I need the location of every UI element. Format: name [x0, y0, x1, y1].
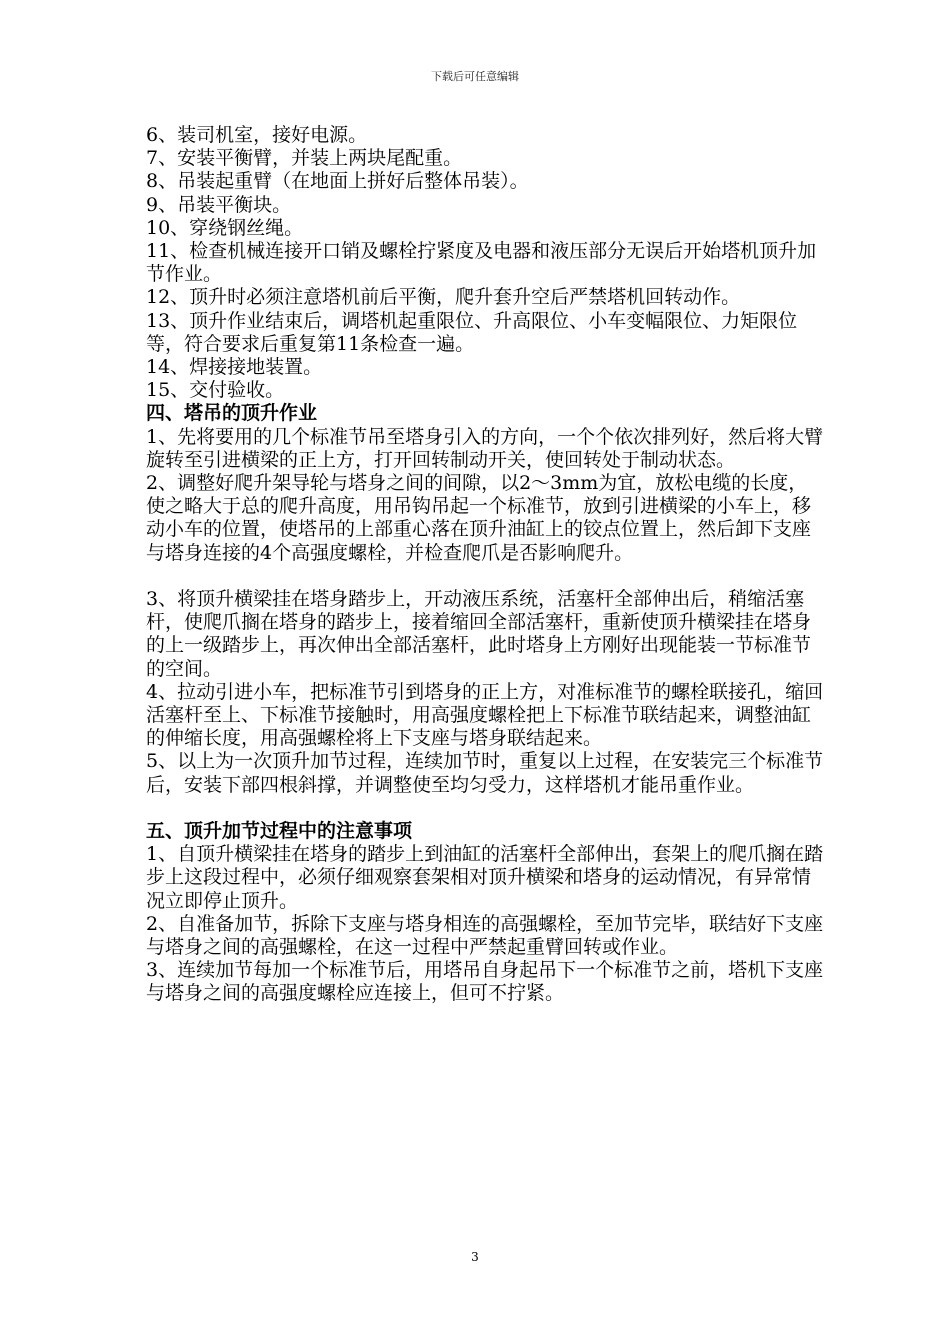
page-header: 下载后可任意编辑 [431, 70, 519, 83]
paragraph: 7、安装平衡臂，并装上两块尾配重。 [146, 147, 463, 170]
paragraph: 11、检查机械连接开口销及螺栓拧紧度及电器和液压部分无误后开始塔机顶升加节作业。 [146, 240, 817, 286]
paragraph: 2、自准备加节，拆除下支座与塔身相连的高强螺栓，至加节完毕，联结好下支座与塔身之间的高强螺栓，在这一过程中严禁起重臂回转或作业。 [146, 912, 824, 959]
paragraph: 5、以上为一次顶升加节过程，连续加节时，重复以上过程，在安装完三个标准节后，安装下部四根斜撑，并调整使至均匀受力，这样塔机才能吊重作业。 [146, 750, 824, 796]
paragraph: 15、交付验收。 [146, 379, 285, 402]
blank-line [146, 797, 826, 820]
paragraph: 3、将顶升横梁挂在塔身踏步上，开动液压系统，活塞杆全部伸出后，稍缩活塞杆，使爬爪搁在塔身的踏步上，接着缩回全部活塞杆，重新使顶升横梁挂在塔身的上一级踏步上，再次伸出全部活塞杆，此时塔身上方刚好出现能装一节标准节的空间。 [146, 588, 812, 680]
page-number: 3 [471, 1250, 479, 1264]
section-heading: 四、塔吊的顶升作业 [146, 402, 318, 425]
paragraph: 10、穿绕钢丝绳。 [146, 216, 304, 239]
paragraph: 4、拉动引进小车，把标准节引到塔身的正上方，对准标准节的螺栓联接孔，缩回活塞杆至上、下标准节接触时，用高强度螺栓把上下标准节联结起来，调整油缸的伸缩长度，用高强螺栓将上下支座与塔身联结起来。 [146, 680, 824, 750]
blank-line [146, 565, 826, 588]
paragraph: 1、先将要用的几个标准节吊至塔身引入的方向，一个个依次排列好，然后将大臂旋转至引进横梁的正上方，打开回转制动开关，使回转处于制动状态。 [146, 425, 824, 471]
paragraph: 9、吊装平衡块。 [146, 193, 292, 216]
paragraph: 12、顶升时必须注意塔机前后平衡，爬升套升空后严禁塔机回转动作。 [146, 286, 741, 309]
paragraph: 14、焊接接地装置。 [146, 356, 323, 379]
paragraph: 6、装司机室，接好电源。 [146, 124, 368, 146]
paragraph: 13、顶升作业结束后，调塔机起重限位、升高限位、小车变幅限位、力矩限位等，符合要求后重复第11条检查一遍。 [146, 309, 798, 355]
paragraph: 3、连续加节每加一个标准节后，用塔吊自身起吊下一个标准节之前，塔机下支座与塔身之间的高强度螺栓应连接上，但可不拧紧。 [146, 959, 824, 1005]
document-body [146, 124, 826, 1006]
paragraph: 1、自顶升横梁挂在塔身的踏步上到油缸的活塞杆全部伸出，套架上的爬爪搁在踏步上这段过程中，必须仔细观察套架相对顶升横梁和塔身的运动情况，有异常情况立即停止顶升。 [146, 843, 824, 912]
section-heading: 五、顶升加节过程中的注意事项 [146, 820, 413, 843]
paragraph: 2、调整好爬升架导轮与塔身之间的间隙，以2～3mm为宜，放松电缆的长度，使之略大于总的爬升高度，用吊钩吊起一个标准节，放到引进横梁的小车上，移动小车的位置，使塔吊的上部重心落在顶升油缸上的铰点位置上，然后卸下支座与塔身连接的4个高强度螺栓，并检查爬爪是否影响爬升。 [146, 472, 812, 564]
paragraph: 8、吊装起重臂（在地面上拼好后整体吊装）。 [146, 170, 529, 193]
